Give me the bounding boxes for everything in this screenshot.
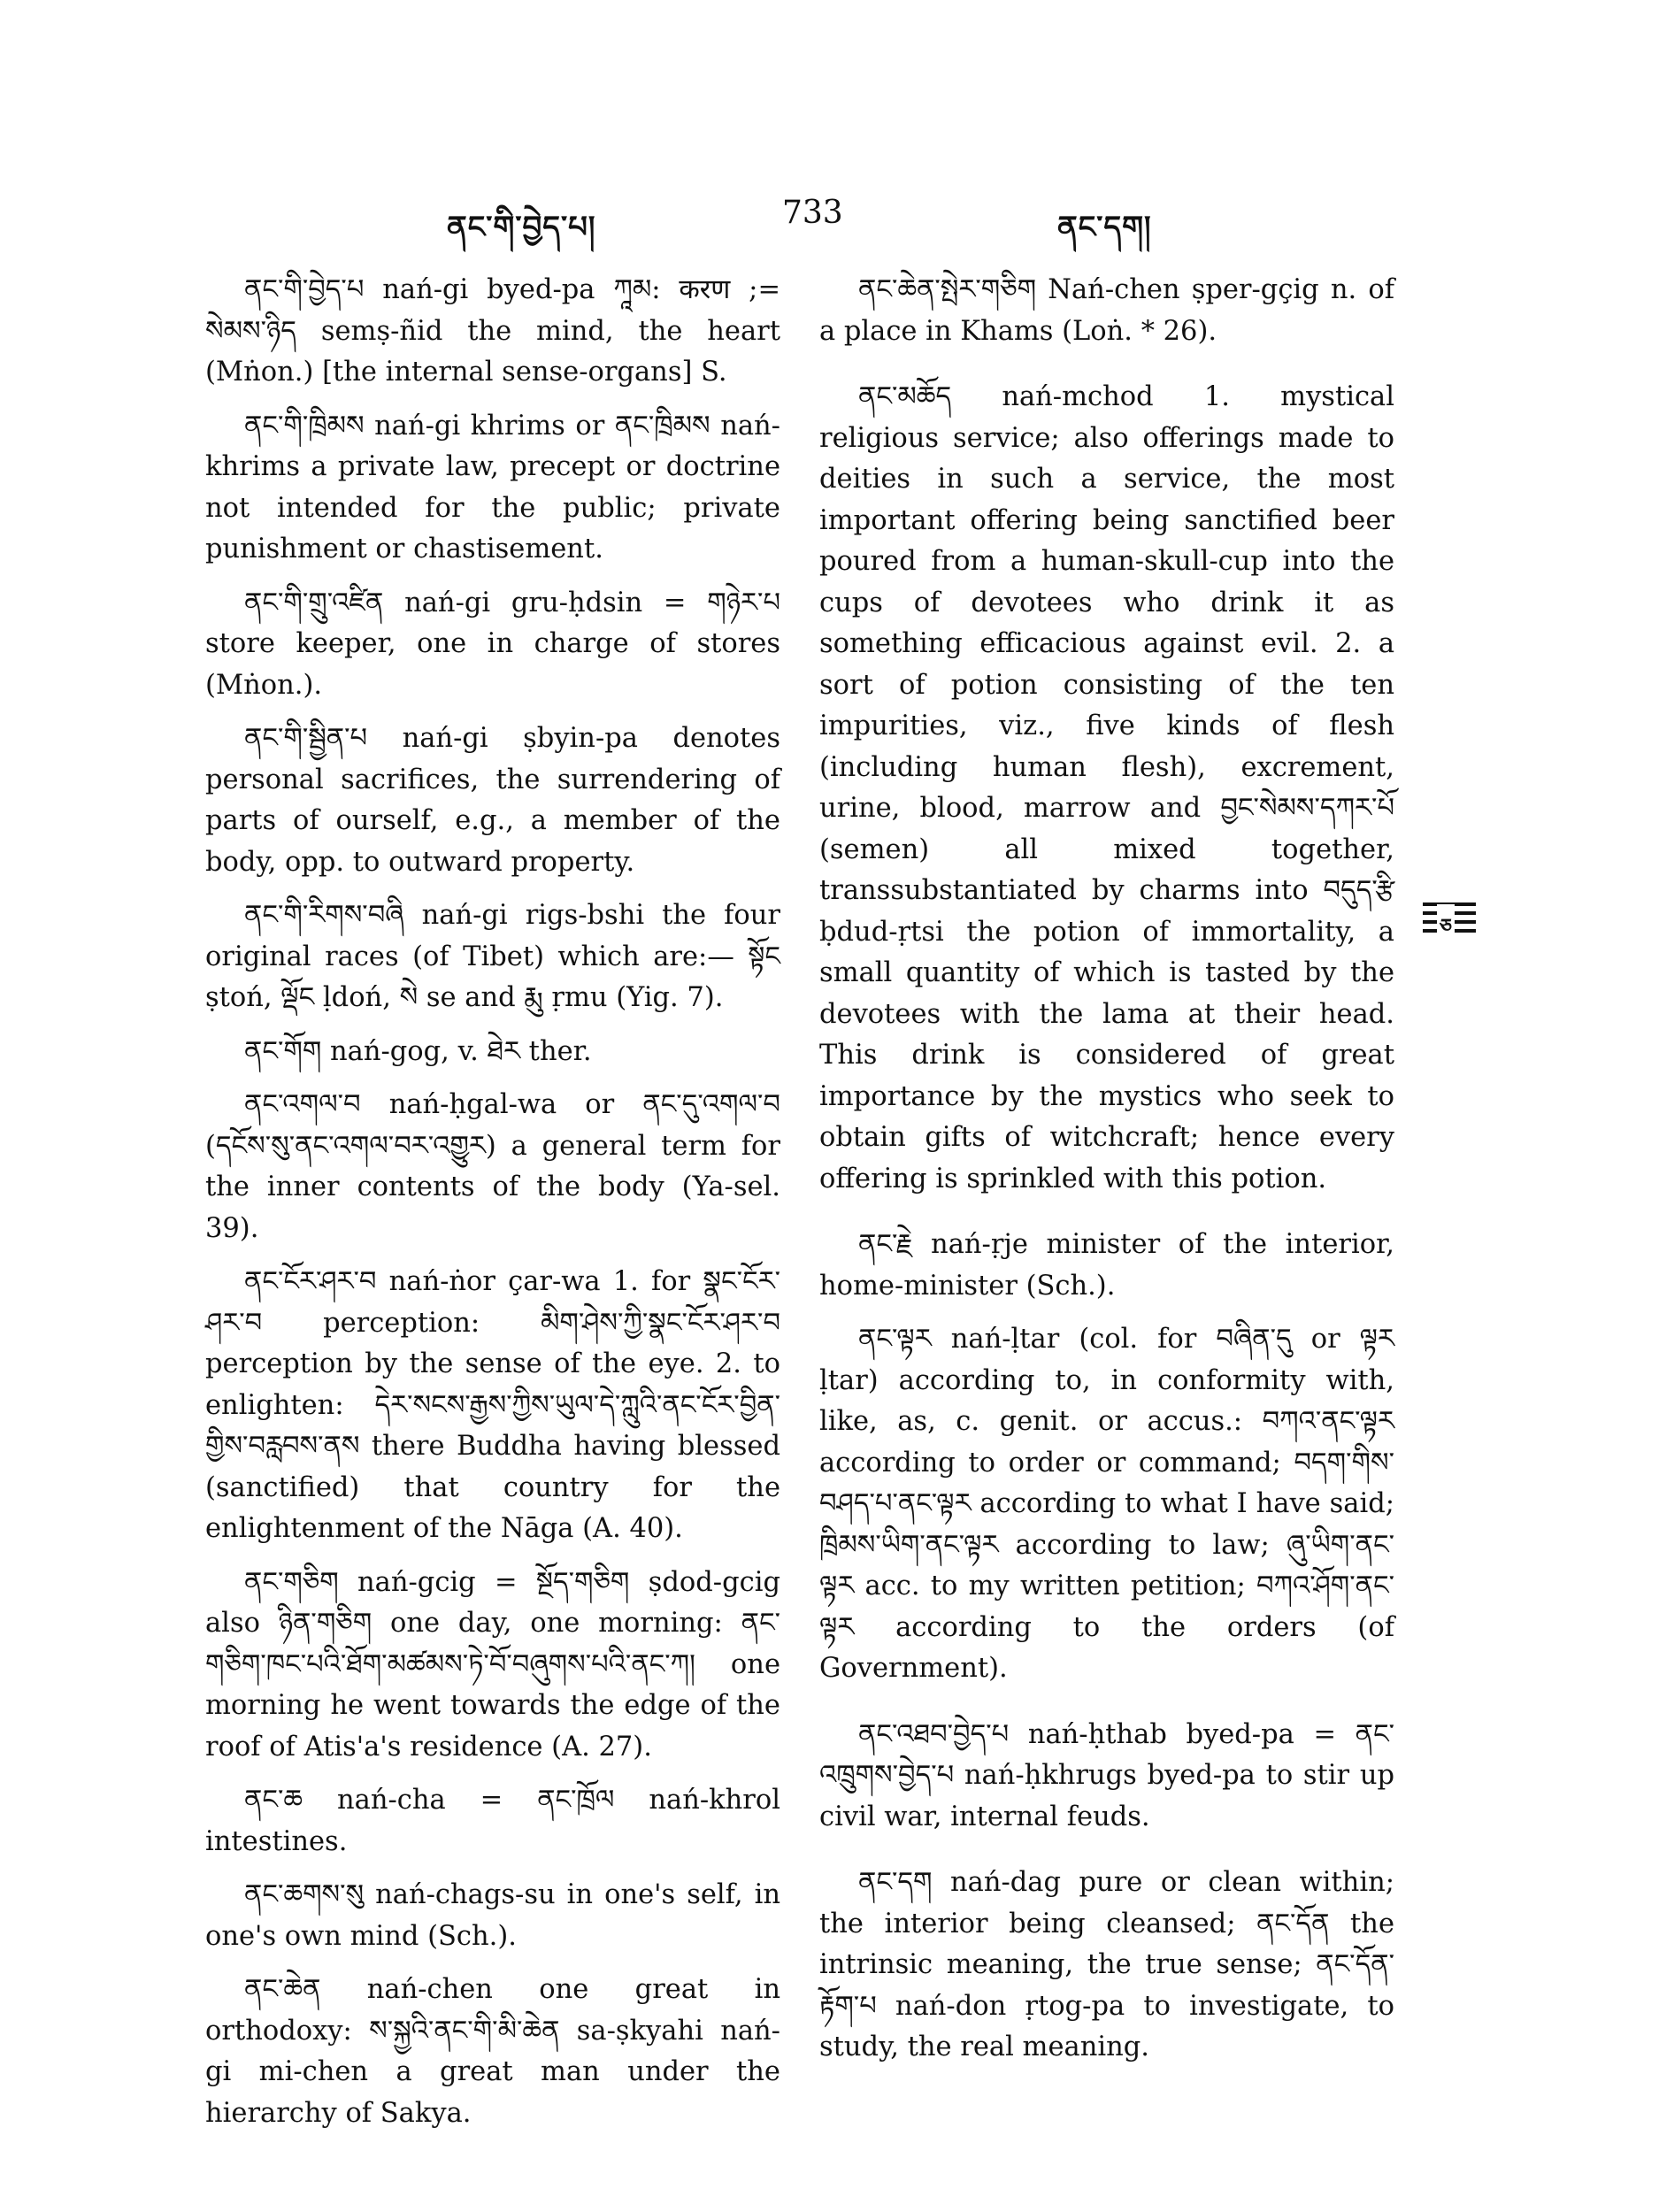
dictionary-entry: ནང་གི་སྦྱིན་པ nań-gi ṣbyin-pa denotes personal sacrifices, the surrendering of parts of ourself, e.g., a member of the body, opp. to outward property. bbox=[205, 723, 780, 878]
dictionary-entry: ནང་ལྟར nań-ḷtar (col. for བཞིན་དུ or ལྟར ḷtar) according to, in conformity with, like, as, c. genit. or accus.: བཀའ་ནང་ལྟར according to order or command; བདག་གིས་བཤད་པ་ནང་ལྟར according to what I have said; ཁྲིམས་ཡིག་ནང་ལྟར according to law; ཞུ་ཡིག་ནང་ལྟར acc. to my written petition; བཀའ་ཤོག་ནང་ལྟར according to the orders (of Government). bbox=[819, 1324, 1394, 1684]
dictionary-entry: ནང་གི་རིགས་བཞི nań-gi rigs-bshi the four original races (of Tibet) which are:— སྟོང ṣtoń, ལྡོང ḷdoń, སེ se and རྨུ ṛmu (Yig. 7). bbox=[205, 900, 780, 1013]
dictionary-entry: ནང་གཅིག nań-gcig = སྔོད་གཅིག ṣdod-gcig also ཉིན་གཅིག one day, one morning: ནང་གཅིག་ཁང་པའི་ཐོག་མཚམས་ཏེ་བོ་བཞུགས་པའི་ནང་ཀ། one morning he went towards the edge of the roof of Atis'a's residence (A. 27). bbox=[205, 1566, 780, 1763]
dictionary-entry: ནང་གོག nań-gog, v. ཐེར ther. bbox=[244, 1035, 592, 1067]
dictionary-entry: ནང་རྗེ nań-ṛje minister of the interior, home-minister (Sch.). bbox=[819, 1229, 1394, 1302]
page-header bbox=[0, 193, 1659, 246]
page-number: 733 bbox=[782, 195, 843, 231]
dictionary-entry: ནང་ངོར་ཤར་བ nań-ṅor çar-wa 1. for སྣང་ངོར་ཤར་བ perception: མིག་ཤེས་ཀྱི་སྣང་ངོར་ཤར་བ perception by the sense of the eye. 2. to enlighten: དེར་སངས་རྒྱས་ཀྱིས་ཡུལ་དེ་ཀླུའི་ནང་ངོར་བྱིན་གྱིས་བརླབས་ནས there Buddha having blessed (sanctified) that country for the enlightenment of the Nāga (A. 40). bbox=[205, 1266, 780, 1544]
dictionary-entry: ནང་དག nań-dag pure or clean within; the interior being cleansed; ནང་དོན the intrinsic meaning, the true sense; ནང་དོན་རྟོག་པ nań-don ṛtog-pa to investigate, to study, the real meaning. bbox=[819, 1867, 1394, 2062]
dictionary-entry: ནང་གི་གྲུ་འཛིན nań-gi gru-ḥdsin = གཉེར་པ store keeper, one in charge of stores (Mṅon.). bbox=[205, 587, 780, 701]
dictionary-entry: ནང་ཆ nań-cha = ནང་ཁྲོལ nań-khrol intestines. bbox=[205, 1785, 780, 1857]
dictionary-entry: ནང་ཆེན་སྤེར་གཅིག Nań-chen ṣper-gçig n. of a place in Khams (Loṅ. * 26). bbox=[819, 274, 1394, 347]
dictionary-entry: ནང་གི་བྱེད་པ nań-gi byed-pa ཀཱམ: करण ;= སེམས་ཉིད semṣ-ñid the mind, the heart (Mṅon.) [the internal sense-organs] S. bbox=[205, 274, 780, 388]
running-head-right: ནང་དག། bbox=[1057, 210, 1152, 245]
right-column bbox=[819, 270, 1394, 2081]
dictionary-entry: ནང་འཐབ་བྱེད་པ nań-ḥthab byed-pa = ནང་འཁྲུགས་བྱེད་པ nań-ḥkhrugs byed-pa to stir up civil war, internal feuds. bbox=[819, 1718, 1394, 1832]
thumb-index-mark bbox=[1423, 902, 1476, 938]
thumb-index-glyph: ཅ bbox=[1437, 904, 1455, 959]
dictionary-entry: ནང་ཆགས་སུ nań-chags-su in one's self, in one's own mind (Sch.). bbox=[205, 1879, 780, 1952]
running-head-left: ནང་གི་བྱེད་པ། bbox=[447, 210, 596, 245]
dictionary-entry: ནང་གི་ཁྲིམས nań-gi khrims or ནང་ཁྲིམས nań-khrims a private law, precept or doctrine not intended for the public; private punishment or chastisement. bbox=[205, 410, 780, 565]
dictionary-entry: ནང་འགལ་བ nań-ḥgal-wa or ནང་དུ་འགལ་བ (དངོས་སུ་ནང་འགལ་བར་འགྱུར) a general term for the inner contents of the body (Ya-sel. 39). bbox=[205, 1089, 780, 1244]
dictionary-entry: ནང་མཆོད nań-mchod 1. mystical religious service; also offerings made to deities in such a service, the most important offering being sanctified beer poured from a human-skull-cup into the cups of devotees who drink it as something efficacious against evil. 2. a sort of potion consisting of the ten impurities, viz., five kinds of flesh (including human flesh), excrement, urine, blood, marrow and བྱང་སེམས་དཀར་པོ (semen) all mixed together, transsubstantiated by charms into བདུད་རྩི ḅdud-ṛtsi the potion of immortality, a small quantity of which is tasted by the devotees with the lama at their head. This drink is considered of great importance by the mystics who seek to obtain gifts of witchcraft; hence every offering is sprinkled with this potion. bbox=[819, 381, 1394, 1194]
left-column bbox=[205, 270, 780, 2147]
dictionary-entry: ནང་ཆེན nań-chen one great in orthodoxy: ས་སྐྱའི་ནང་གི་མི་ཆེན sa-ṣkyahi nań-gi mi-chen a great man under the hierarchy of Sakya. bbox=[205, 1974, 780, 2129]
